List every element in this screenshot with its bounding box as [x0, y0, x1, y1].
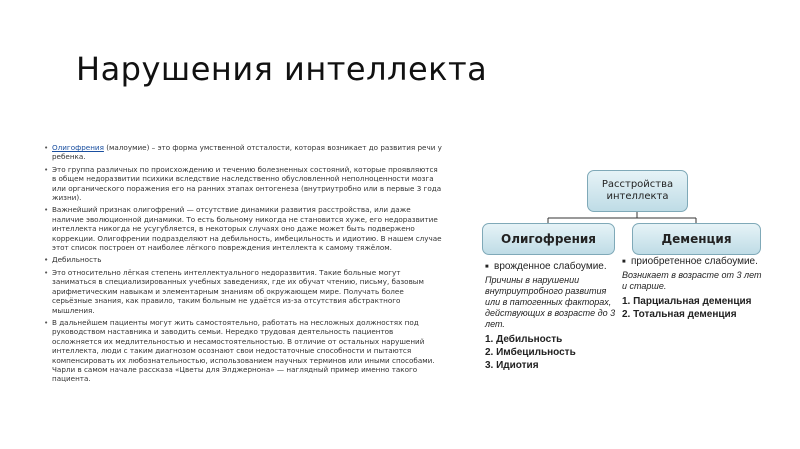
list-item: 1. Парциальная деменция — [622, 296, 752, 307]
dementia-node: Деменция — [632, 223, 761, 255]
oligophrenia-lead: ■ врожденное слабоумие. — [485, 261, 620, 273]
bullet-item: • В дальнейшем пациенты могут жить самостоятельно, работать на несложных должностях под руководством наставника и заводить семьи. Нередко трудовая деятельность пациентов осложняется их медлительностью и несамостоятельностью. В отличие от остальных нарушений интеллекта, люди с таким диагнозом осознают свои недостаточные способности и пытаются компенсировать их любознательностью, использованием научных терминов или иными способами. Чарли в самом начале рассказа «Цветы для Элджернона» — наглядный пример именно такого пациента. — [44, 318, 444, 384]
oligophrenia-node: Олигофрения — [482, 223, 615, 255]
oligophrenia-note: Причины в нарушении внутриутробного развития или в патогенных факторах, действующих в возрасте до 3 лет. — [485, 275, 616, 329]
oligophrenia-details — [485, 261, 620, 372]
classification-diagram — [470, 160, 770, 400]
bullet-item — [44, 143, 444, 162]
bullet-item: • Это группа различных по происхождению и течению болезненных состояний, которые проявляются в общем недоразвитии психики вследствие наследственно обусловленной неполноценности мозга или органического поражения его на ранних этапах онтогенеза (внутриутробно или в первые 3 года жизни). — [44, 165, 444, 203]
bullet-item: • Важнейший признак олигофрений — отсутствие динамики развития расстройства, или даже наличие эволюционной динамики. То есть больному никогда не становится хуже, его недоразвитие интеллекта никогда не усугубляется, в некоторых случаях оно даже может быть подвержено коррекции. Олигофрении подразделяют на дебильность, имбецильность и идиотию. В нашем случае этот список построен от наиболее лёгкого повреждения интеллекта к самому тяжёлом. — [44, 205, 444, 252]
list-item: 2. Имбецильность — [485, 347, 576, 358]
oligophrenia-types — [485, 333, 620, 372]
dementia-note: Возникает в возрасте от 3 лет и старше. — [622, 270, 762, 291]
bullet-item: • Дебильность — [44, 255, 444, 264]
diagram-root-node: Расстройства интеллекта — [587, 170, 688, 212]
list-item: 1. Дебильность — [485, 334, 563, 345]
dementia-lead: ■ приобретенное слабоумие. — [622, 256, 762, 268]
bullet-item: • Это относительно лёгкая степень интеллектуального недоразвития. Такие больные могут заниматься в специализированных учебных заведениях, где их обучат чтению, письму, базовым арифметическим навыкам и элементарным знаниям об окружающем мире. Получать более серьёзные знания, как правило, таким больным не удаётся из-за отсутствия абстрактного мышления. — [44, 268, 444, 315]
bullet-text: (малоумие) – это форма умственной отсталости, которая возникает до развития речи у ребенка. — [52, 143, 442, 162]
slide-title: Нарушения интеллекта — [76, 50, 488, 88]
dementia-types — [622, 295, 762, 321]
bullet-list — [44, 143, 444, 387]
oligophrenia-link[interactable]: Олигофрения — [52, 143, 104, 152]
dementia-details — [622, 256, 762, 321]
list-item: 2. Тотальная деменция — [622, 309, 737, 320]
list-item: 3. Идиотия — [485, 360, 539, 371]
